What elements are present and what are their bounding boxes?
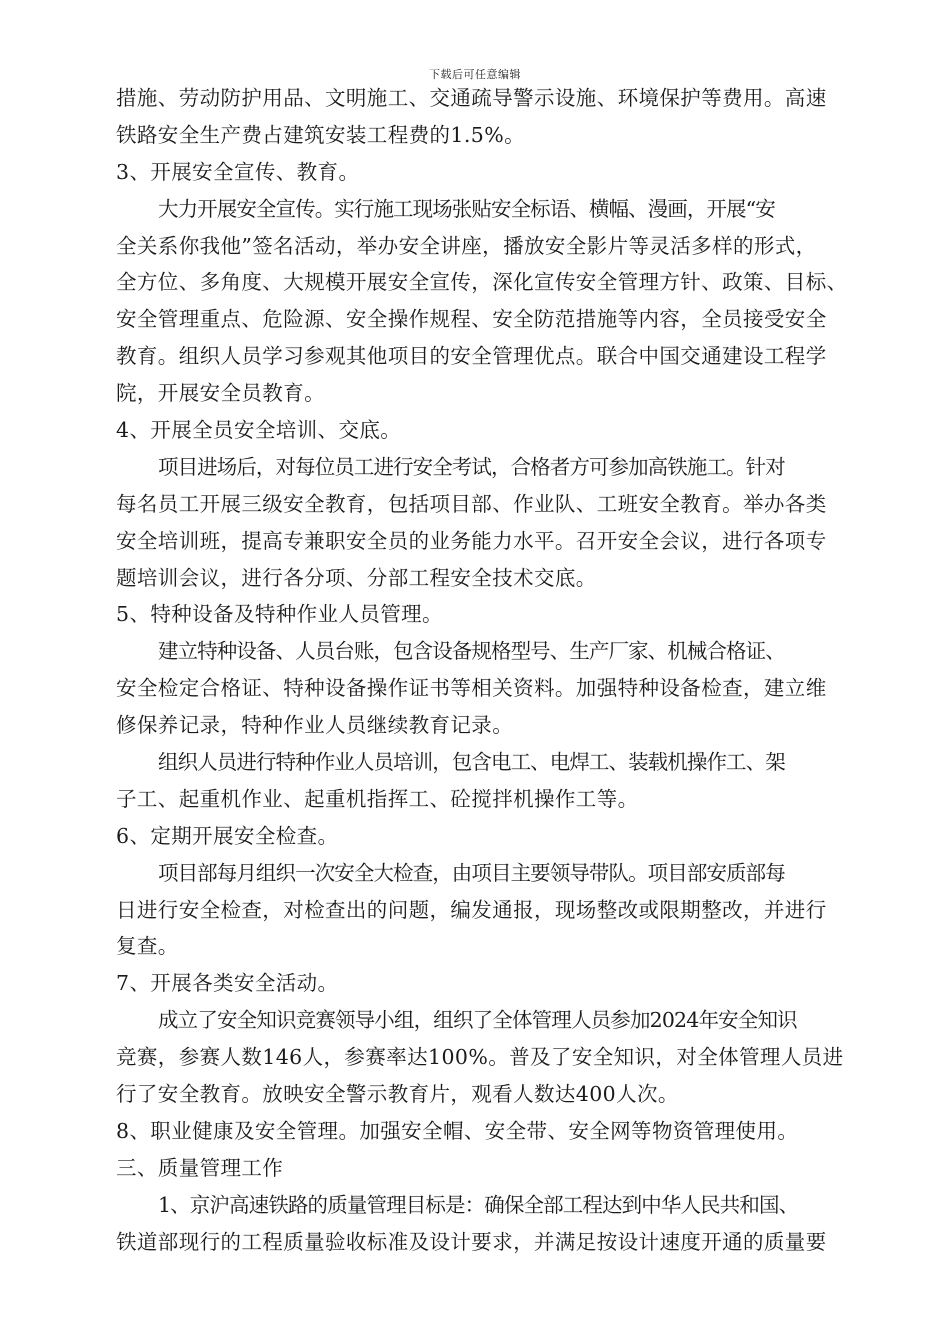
text-line: 铁道部现行的工程质量验收标准及设计要求，并满足按设计速度开通的质量要 bbox=[116, 1229, 827, 1254]
text-line: 全方位、多角度、大规模开展安全宣传，深化宣传安全管理方针、政策、目标、 bbox=[116, 270, 848, 295]
text-line: 铁路安全生产费占建筑安装工程费的1.5%。 bbox=[116, 122, 525, 147]
text-line: 5、特种设备及特种作业人员管理。 bbox=[116, 602, 443, 627]
text-line: 子工、起重机作业、起重机指挥工、砼搅拌机操作工等。 bbox=[116, 786, 639, 811]
text-line: 每名员工开展三级安全教育，包括项目部、作业队、工班安全教育。举办各类 bbox=[116, 491, 827, 516]
text-line: 8、职业健康及安全管理。加强安全帽、安全带、安全网等物资管理使用。 bbox=[116, 1118, 799, 1143]
text-line: 1、京沪高速铁路的质量管理目标是：确保全部工程达到中华人民共和国、 bbox=[158, 1192, 799, 1217]
text-line: 项目进场后，对每位员工进行安全考试，合格者方可参加高铁施工。针对 bbox=[158, 454, 785, 479]
text-line: 3、开展安全宣传、教育。 bbox=[116, 159, 360, 184]
page-header-note: 下载后可任意编辑 bbox=[429, 68, 521, 81]
text-line: 组织人员进行特种作业人员培训，包含电工、电焊工、装载机操作工、架 bbox=[158, 750, 785, 775]
text-line: 三、质量管理工作 bbox=[116, 1155, 284, 1180]
text-line: 行了安全教育。放映安全警示教育片，观看人数达400人次。 bbox=[116, 1082, 679, 1107]
text-line: 成立了安全知识竞赛领导小组，组织了全体管理人员参加2024年安全知识 bbox=[158, 1008, 797, 1033]
text-line: 题培训会议，进行各分项、分部工程安全技术交底。 bbox=[116, 565, 597, 590]
text-line: 修保养记录，特种作业人员继续教育记录。 bbox=[116, 713, 514, 738]
text-line: 教育。组织人员学习参观其他项目的安全管理优点。联合中国交通建设工程学 bbox=[116, 344, 827, 369]
text-line: 全关系你我他”签名活动，举办安全讲座，播放安全影片等灵活多样的形式， bbox=[116, 233, 817, 258]
text-line: 竞赛，参赛人数146人，参赛率达100%。普及了安全知识，对全体管理人员进 bbox=[116, 1045, 844, 1070]
text-line: 安全培训班，提高专兼职安全员的业务能力水平。召开安全会议，进行各项专 bbox=[116, 528, 827, 553]
text-line: 建立特种设备、人员台账，包含设备规格型号、生产厂家、机械合格证、 bbox=[158, 639, 785, 664]
text-line: 6、定期开展安全检查。 bbox=[116, 823, 339, 848]
text-line: 4、开展全员安全培训、交底。 bbox=[116, 418, 402, 443]
document-body bbox=[116, 80, 876, 1261]
text-line: 日进行安全检查，对检查出的问题，编发通报，现场整改或限期整改，并进行 bbox=[116, 897, 827, 922]
text-line: 院，开展安全员教育。 bbox=[116, 381, 325, 406]
text-line: 7、开展各类安全活动。 bbox=[116, 971, 339, 996]
text-line: 项目部每月组织一次安全大检查，由项目主要领导带队。项目部安质部每 bbox=[158, 860, 785, 885]
text-line: 大力开展安全宣传。实行施工现场张贴安全标语、横幅、漫画，开展“安 bbox=[158, 196, 775, 221]
text-line: 安全管理重点、危险源、安全操作规程、安全防范措施等内容，全员接受安全 bbox=[116, 307, 827, 332]
text-line: 复查。 bbox=[116, 934, 179, 959]
text-line: 措施、劳动防护用品、文明施工、交通疏导警示设施、环境保护等费用。高速 bbox=[116, 86, 827, 110]
text-line: 安全检定合格证、特种设备操作证书等相关资料。加强特种设备检查，建立维 bbox=[116, 676, 827, 701]
